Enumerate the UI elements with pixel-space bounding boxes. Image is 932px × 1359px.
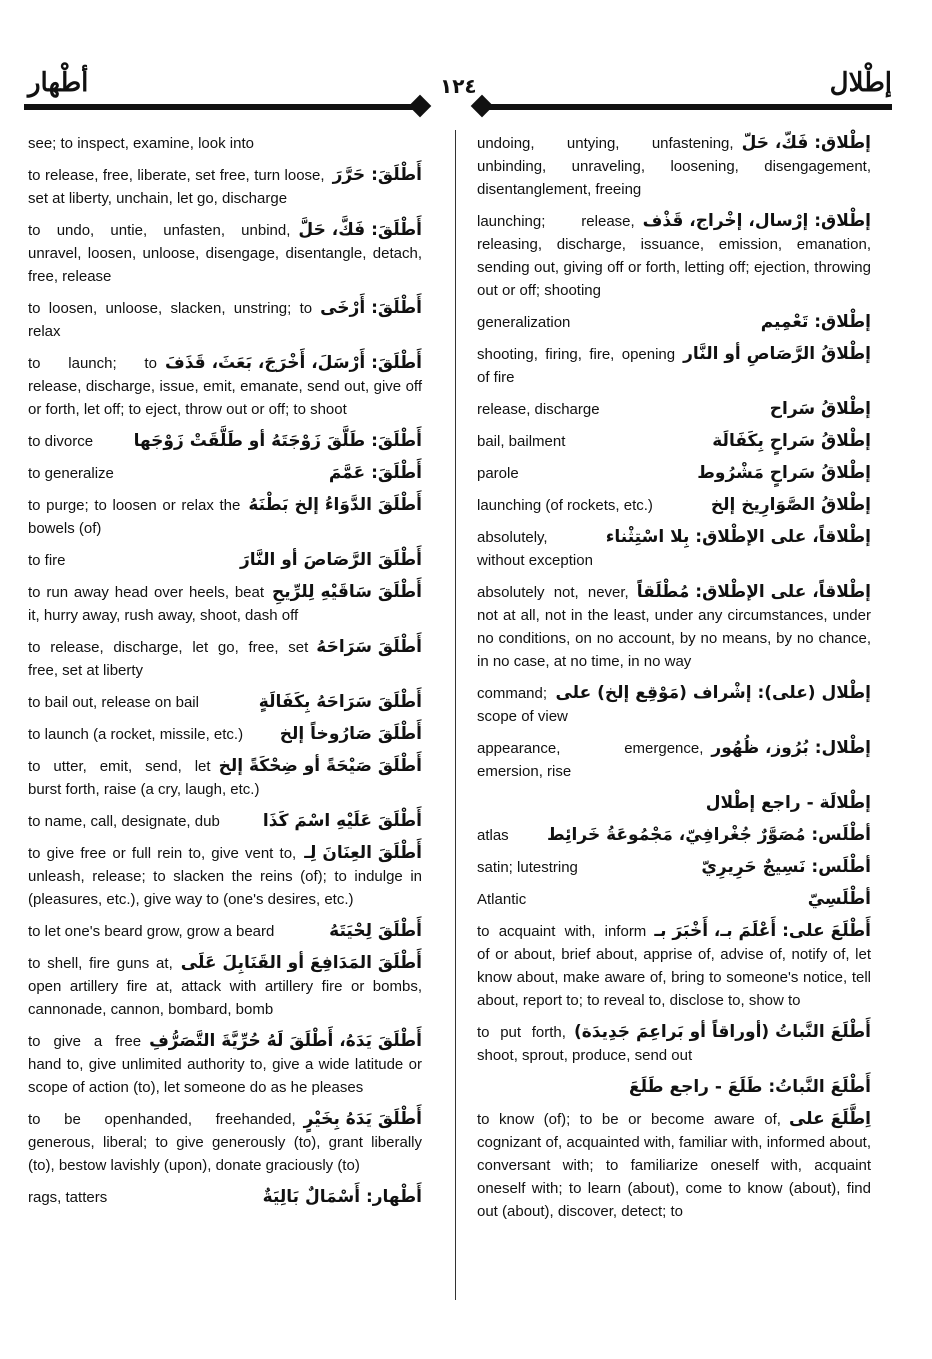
english-definition: to acquaint with, inform of or about, brief about, apprise of, advise of, notify of, let know about, make aware of, bring to someone's notice, tell about, report to; to reveal to, disclose to, show to	[477, 923, 871, 1009]
dictionary-entry	[28, 1030, 422, 1099]
dictionary-entry	[477, 526, 871, 572]
arabic-headword: أَطْلَقَ: حَرَّرَ	[332, 165, 422, 185]
dictionary-entry	[28, 810, 422, 833]
english-definition: launching; release, releasing, discharge, issuance, emission, emanation, sending out, giving off or forth, letting off; ejection, throwing out or off; shooting	[477, 213, 871, 299]
dictionary-entry	[477, 1108, 871, 1223]
arabic-headword: أَطْهار: أَسْمَالٌ بَالِيَةٌ	[262, 1187, 422, 1207]
dictionary-entry	[477, 343, 871, 389]
dictionary-entry	[477, 1076, 871, 1099]
arabic-headword: أَطْلَقَ الدَّوَاءُ إلخ بَطْنَهُ	[248, 495, 422, 515]
english-definition: to release, discharge, let go, free, set free, set at liberty	[28, 639, 309, 679]
arabic-headword: إطْلال: بُرُوز، ظُهُور	[711, 738, 871, 758]
english-definition: to purge; to loosen or relax the bowels (of)	[28, 497, 241, 537]
arabic-headword: إطْلاقُ سَراح	[769, 399, 871, 419]
arabic-headword: إطْلاقُ الرَّصَاصِ أو النَّار	[683, 344, 871, 364]
english-definition: satin; lutestring	[477, 859, 578, 876]
english-definition: absolutely, without exception	[477, 529, 593, 569]
header-rule-right	[482, 104, 892, 110]
english-definition: absolutely not, never, not at all, not in the least, under any circumstances, under no conditions, on no account, by no means, by no chance, in no case, at no time, in no way	[477, 584, 871, 670]
arabic-headword: إطْلاق: تَعْمِيم	[760, 312, 871, 332]
dictionary-entry	[477, 210, 871, 302]
english-definition: appearance, emergence, emersion, rise	[477, 740, 704, 780]
left-guide-word: أطْهار	[28, 68, 89, 98]
english-definition: to give free or full rein to, give vent to, unleash, release; to slacken the reins (of); to indulge in (pleasures, etc.), give way to (one's desires, etc.)	[28, 845, 422, 908]
arabic-headword: إطْلاق: فَكّ، حَلّ	[741, 133, 871, 153]
dictionary-entry	[477, 430, 871, 453]
english-definition: atlas	[477, 827, 509, 844]
dictionary-entry	[477, 920, 871, 1012]
dictionary-entry	[28, 352, 422, 421]
dictionary-entry	[28, 1108, 422, 1177]
dictionary-entry	[28, 430, 422, 453]
dictionary-entry	[28, 132, 422, 155]
english-definition: to divorce	[28, 433, 94, 450]
arabic-headword: أَطْلَقَ سَاقَيْهِ لِلرِّيحِ	[272, 582, 422, 602]
header-rule-left	[24, 104, 420, 110]
dictionary-entry	[28, 219, 422, 288]
english-definition: to release, free, liberate, set free, turn loose, set at liberty, unchain, let go, discharge	[28, 167, 325, 207]
arabic-headword: أَطْلَعَ على: أَعْلَمَ بـ، أَخْبَرَ بـ	[654, 921, 871, 941]
dictionary-entry	[28, 297, 422, 343]
arabic-headword: إطْلاقُ الصَّوَارِيخ إلخ	[710, 495, 871, 515]
dictionary-entry	[477, 462, 871, 485]
dictionary-entry	[28, 691, 422, 714]
dictionary-entry	[477, 856, 871, 879]
arabic-headword: إطْلاقاً، على الإطْلاق: بِلا اسْتِثْناء	[605, 527, 871, 547]
arabic-headword: أَطْلَقَ: أَرْخَى	[320, 298, 422, 318]
english-definition: Atlantic	[477, 891, 527, 908]
arabic-headword: إطْلالَة - راجع إطْلال	[705, 793, 871, 813]
english-definition: parole	[477, 465, 519, 482]
left-column	[28, 132, 422, 1218]
arabic-headword: إطْلاقُ سَراحٍ مَشْرُوط	[697, 463, 871, 483]
arabic-headword: أَطْلَقَ لِحْيَتَهُ	[329, 921, 422, 941]
english-definition: launching (of rockets, etc.)	[477, 497, 653, 514]
dictionary-entry	[28, 494, 422, 540]
dictionary-entry	[477, 494, 871, 517]
english-definition: to let one's beard grow, grow a beard	[28, 923, 275, 940]
english-definition: to bail out, release on bail	[28, 694, 199, 711]
arabic-headword: اِطَّلَعَ على	[788, 1109, 871, 1129]
english-definition: generalization	[477, 314, 571, 331]
dictionary-entry	[477, 682, 871, 728]
arabic-headword: إطْلاقاً، على الإطْلاق: مُطْلَقاً	[636, 582, 871, 602]
english-definition: to run away head over heels, beat it, hurry away, rush away, shoot, dash off	[28, 584, 299, 624]
english-definition: release, discharge	[477, 401, 600, 418]
dictionary-entry	[477, 132, 871, 201]
arabic-headword: أطْلَس: نَسِيجٌ حَرِيرِيّ	[701, 857, 871, 877]
arabic-headword: أَطْلَقَ سَرَاحَهُ	[316, 637, 422, 657]
arabic-headword: أَطْلَقَ العِنَانَ لِـ	[304, 843, 422, 863]
arabic-headword: أَطْلَقَ صَيْحَةً أو ضِحْكَةً إلخ	[218, 756, 422, 776]
page-number: ١٢٤	[440, 74, 477, 98]
arabic-headword: أَطْلَقَ عَلَيْهِ اسْمَ كَذَا	[262, 811, 422, 831]
dictionary-entry	[28, 462, 422, 485]
right-column	[477, 132, 871, 1232]
english-definition: to know (of); to be or become aware of, cognizant of, acquainted with, familiar with, informed about, conversant with; to familiarize oneself with, acquaint oneself with; to learn (about), come to know (about), find out (about), discover, detect; to	[477, 1111, 871, 1220]
english-definition: bail, bailment	[477, 433, 566, 450]
english-definition: rags, tatters	[28, 1189, 108, 1206]
arabic-headword: أَطْلَقَ المَدَافِعَ أو القَنَابِلَ عَلَى	[180, 953, 422, 973]
arabic-headword: أَطْلَقَ يَدَهُ، أَطْلَقَ لَهُ حُرِّيَّةَ التَّصَرُّفِ	[149, 1031, 422, 1051]
english-definition: to launch (a rocket, missile, etc.)	[28, 726, 244, 743]
dictionary-entry	[477, 1021, 871, 1067]
arabic-headword: أَطْلَعَ النَّباتُ (أوراقاً أو بَراعِمَ جَدِيدَة)	[573, 1022, 871, 1042]
page-header	[0, 62, 932, 122]
arabic-headword: أَطْلَقَ سَرَاحَهُ بِكَفَالَةٍ	[258, 692, 422, 712]
english-definition: to put forth, shoot, sprout, produce, send out	[477, 1024, 693, 1064]
arabic-headword: أَطْلَقَ: طَلَّقَ زَوْجَتَهُ أو طَلَّقَتْ زَوْجَها	[133, 431, 422, 451]
dictionary-entry	[28, 920, 422, 943]
arabic-headword: أَطْلَقَ صَارُوخاً إلخ	[279, 724, 422, 744]
dictionary-entry	[28, 842, 422, 911]
dictionary-entry	[28, 164, 422, 210]
arabic-headword: أَطْلَعَ النَّباتُ: طَلَعَ - راجع طَلَعَ	[628, 1077, 871, 1097]
dictionary-entry	[477, 792, 871, 815]
english-definition: to utter, emit, send, let burst forth, raise (a cry, laugh, etc.)	[28, 758, 260, 798]
english-definition: to launch; to release, discharge, issue, emit, emanate, send out, give off or forth, let off; to eject, throw out or off; to shoot	[28, 355, 422, 418]
english-definition: to undo, untie, unfasten, unbind, unravel, loosen, unloose, disengage, disentangle, detach, free, release	[28, 222, 422, 285]
english-definition: to be openhanded, freehanded, generous, liberal; to give generously (to), grant liberally (to), bestow lavishly (upon), donate graciously (to)	[28, 1111, 422, 1174]
dictionary-entry	[28, 723, 422, 746]
arabic-headword: أَطْلَقَ الرَّصَاصَ أو النَّارَ	[239, 550, 422, 570]
arabic-headword: أَطْلَقَ: عَمَّمَ	[328, 463, 422, 483]
arabic-headword: أَطْلَقَ: فَكَّ، حَلَّ	[298, 220, 422, 240]
dictionary-entry	[28, 952, 422, 1021]
english-definition: to shell, fire guns at, open artillery fire at, attack with artillery fire or bombs, cannonade, cannon, bombard, bomb	[28, 955, 422, 1018]
dictionary-entry	[477, 581, 871, 673]
arabic-headword: إطْلاقُ سَراحٍ بِكَفَالَة	[712, 431, 871, 451]
english-definition: to generalize	[28, 465, 114, 482]
english-definition: to name, call, designate, dub	[28, 813, 220, 830]
dictionary-entry	[28, 1186, 422, 1209]
dictionary-entry	[477, 824, 871, 847]
header-diamond-left	[409, 95, 432, 118]
dictionary-entry	[477, 311, 871, 334]
english-definition: see; to inspect, examine, look into	[28, 135, 254, 152]
dictionary-entry	[28, 581, 422, 627]
english-definition: to give a free hand to, give unlimited authority to, give a wide latitude or scope of action (to), let someone do as he pleases	[28, 1033, 422, 1096]
dictionary-entry	[477, 888, 871, 911]
right-guide-word: إطْلال	[829, 68, 892, 98]
dictionary-entry	[28, 636, 422, 682]
english-definition: undoing, untying, unfastening, unbinding, unraveling, loosening, disengagement, disentanglement, freeing	[477, 135, 871, 198]
arabic-headword: إطْلاق: إرْسال، إخْراج، قَذْف	[642, 211, 871, 231]
english-definition: shooting, firing, fire, opening of fire	[477, 346, 676, 386]
arabic-headword: أطْلَس: مُصَوَّرٌ جُغْرافِيّ، مَجْمُوعَةُ خَرائِط	[546, 825, 871, 845]
column-divider	[455, 130, 456, 1300]
arabic-headword: أَطْلَقَ يَدَهُ بِخَيْرٍ	[303, 1109, 422, 1129]
dictionary-entry	[28, 755, 422, 801]
english-definition: to loosen, unloose, slacken, unstring; to relax	[28, 300, 313, 340]
dictionary-entry	[28, 549, 422, 572]
dictionary-entry	[477, 398, 871, 421]
dictionary-entry	[477, 737, 871, 783]
arabic-headword: أَطْلَقَ: أَرْسَلَ، أَخْرَجَ، بَعَثَ، قَذَفَ	[164, 353, 422, 373]
arabic-headword: أطْلَسِيّ	[807, 889, 871, 909]
english-definition: command; scope of view	[477, 685, 568, 725]
arabic-headword: إطْلال (على): إشْراف (مَوْقِع إلخ) على	[555, 683, 871, 703]
english-definition: to fire	[28, 552, 66, 569]
